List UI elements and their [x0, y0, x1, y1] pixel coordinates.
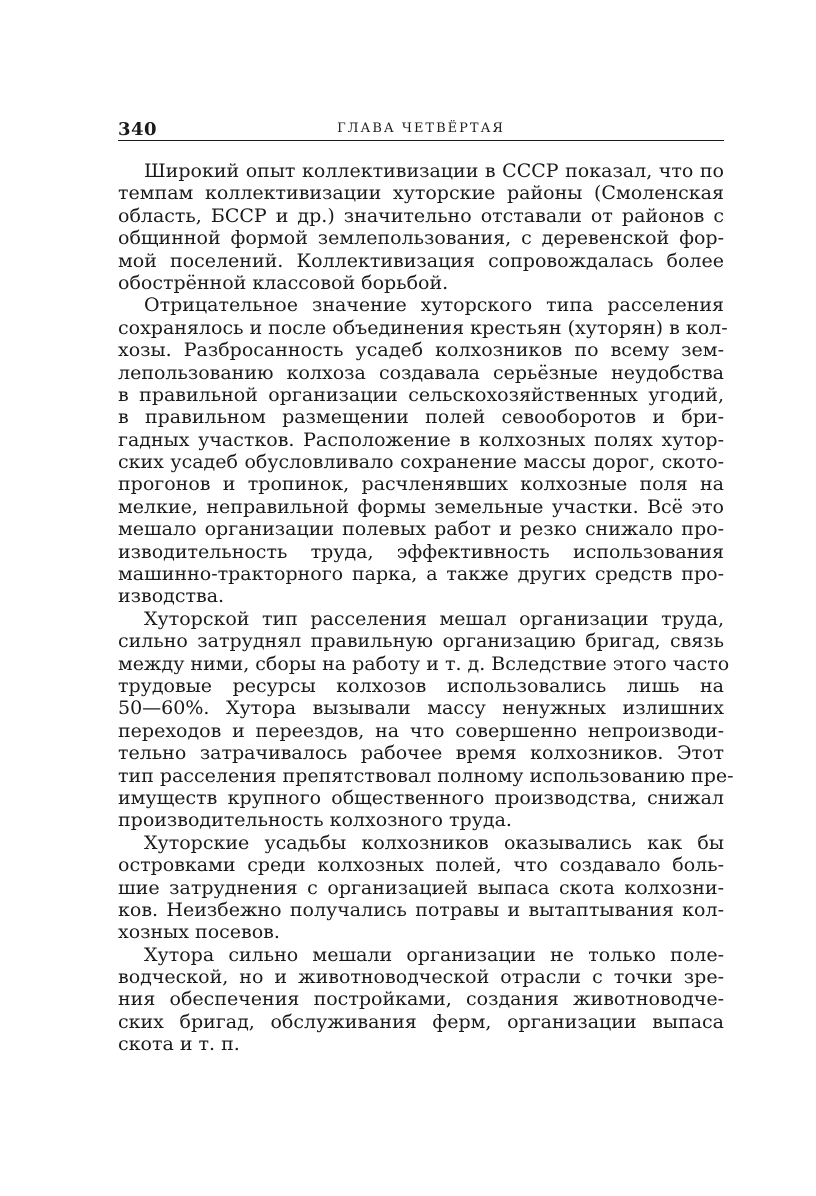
- text-line: между ними, сборы на работу и т. д. Вследствие этого часто: [118, 652, 730, 675]
- text-line: 50—60%. Хутора вызывали массу ненужных излишних: [118, 697, 724, 720]
- text-line: область, БССР и др.) значительно отставали от районов с: [118, 204, 724, 227]
- text-line: островками среди колхозных полей, что создавало боль-: [118, 854, 724, 877]
- text-line: шие затруднения с организацией выпаса скота колхозни-: [118, 876, 724, 899]
- text-line: мелкие, неправильной формы земельные участки. Всё это: [118, 495, 724, 518]
- text-line: ков. Неизбежно получались потравы и вытаптывания кол-: [118, 898, 724, 921]
- text-line: темпам коллективизации хуторские районы (Смоленская: [118, 182, 724, 205]
- text-line: ния обеспечения постройками, создания животноводче-: [118, 988, 724, 1011]
- text-line: изводства.: [118, 585, 225, 608]
- paragraph: [118, 294, 728, 608]
- body-text: [118, 160, 734, 1056]
- text-line: лепользованию колхоза создавала серьёзные неудобства: [118, 361, 724, 384]
- text-line: общинной формой землепользования, с деревенской фор-: [118, 227, 724, 250]
- text-line: хозных посевов.: [118, 921, 280, 944]
- text-line: ских усадеб обусловливало сохранение массы дорог, ското-: [118, 451, 724, 474]
- text-line: машинно-тракторного парка, а также других средств про-: [118, 563, 724, 586]
- paragraph: [118, 160, 724, 294]
- page-number: 340: [118, 119, 158, 140]
- text-line: прогонов и тропинок, расчленявших колхозные поля на: [118, 473, 724, 496]
- text-line: тип расселения препятствовал полному использованию пре-: [118, 764, 734, 787]
- text-line: имуществ крупного общественного производства, снижал: [118, 786, 724, 809]
- text-line: Отрицательное значение хуторского типа расселения: [144, 294, 724, 317]
- text-line: изводительность труда, эффективность использования: [118, 540, 724, 563]
- text-line: мой поселений. Коллективизация сопровождалась более: [118, 249, 724, 272]
- text-line: обострённой классовой борьбой.: [118, 271, 449, 294]
- text-line: мешало организации полевых работ и резко снижало про-: [118, 518, 724, 541]
- paragraph: [118, 944, 724, 1056]
- text-line: переходов и переездов, на что совершенно непроизводи-: [118, 719, 724, 742]
- text-line: в правильном размещении полей севооборотов и бри-: [118, 406, 724, 429]
- text-line: Хуторской тип расселения мешал организации труда,: [144, 607, 724, 630]
- text-line: Широкий опыт коллективизации в СССР показал, что по: [144, 160, 724, 182]
- text-line: трудовые ресурсы колхозов использовались лишь на: [118, 674, 724, 697]
- text-line: скота и т. п.: [118, 1033, 240, 1056]
- running-head: [118, 116, 724, 141]
- text-line: ских бригад, обслуживания ферм, организации выпаса: [118, 1010, 724, 1033]
- text-line: Хутора сильно мешали организации не только поле-: [144, 943, 724, 966]
- text-line: хозы. Разбросанность усадеб колхозников по всему зем-: [118, 339, 724, 362]
- text-line: сильно затруднял правильную организацию бригад, связь: [118, 630, 724, 653]
- text-line: производительность колхозного труда.: [118, 809, 512, 832]
- text-line: Хуторские усадьбы колхозников оказывались как бы: [144, 831, 724, 854]
- text-line: водческой, но и животноводческой отрасли с точки зре-: [118, 966, 724, 989]
- paragraph: [118, 607, 734, 832]
- paragraph: [118, 832, 724, 944]
- text-line: гадных участков. Расположение в колхозных полях хутор-: [118, 428, 724, 451]
- text-line: тельно затрачивалось рабочее время колхозников. Этот: [118, 742, 724, 765]
- text-line: в правильной организации сельскохозяйственных угодий,: [118, 383, 724, 406]
- chapter-title: ГЛАВА ЧЕТВЁРТАЯ: [337, 121, 505, 136]
- text-line: сохранялось и после объединения крестьян (хуторян) в кол-: [118, 316, 728, 339]
